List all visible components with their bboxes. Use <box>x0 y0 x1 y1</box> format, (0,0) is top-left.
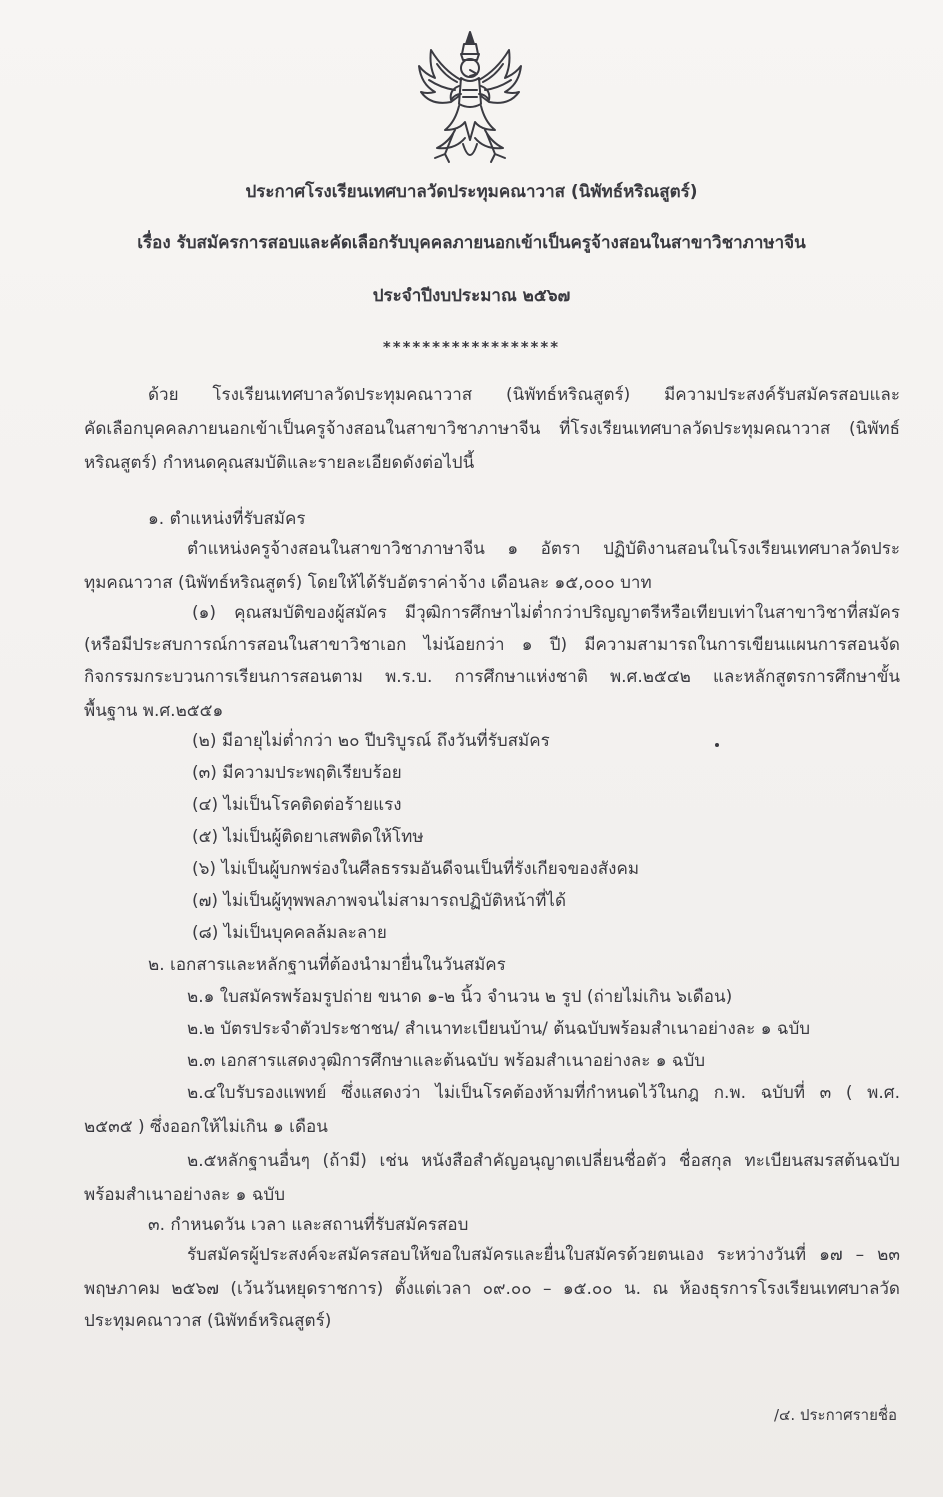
qualification-line: (๑) คุณสมบัติของผู้สมัคร มีวุฒิการศึกษาไม่ต่ำกว่าปริญญาตรีหรือเทียบเท่าในสาขาวิชาที่สมัคร <box>192 603 900 623</box>
continuation-note: /๔. ประกาศรายชื่อ <box>774 1406 898 1424</box>
document-item: ๒.๑ ใบสมัครพร้อมรูปถ่าย ขนาด ๑-๒ นิ้ว จำนวน ๒ รูป (ถ่ายไม่เกิน ๖เดือน) <box>187 987 733 1007</box>
section3-heading: ๓. กำหนดวัน เวลา และสถานที่รับสมัครสอบ <box>148 1215 469 1235</box>
qualification-line: (หรือมีประสบการณ์การสอนในสาขาวิชาเอก ไม่น้อยกว่า ๑ ปี) มีความสามารถในการเขียนแผนการสอนจัด <box>84 635 900 655</box>
position-line: ตำแหน่งครูจ้างสอนในสาขาวิชาภาษาจีน ๑ อัตรา ปฏิบัติงานสอนในโรงเรียนเทศบาลวัดประ <box>187 539 900 559</box>
separator-stars: ****************** <box>382 338 561 356</box>
qualification-item: (๘) ไม่เป็นบุคคลล้มละลาย <box>192 923 387 943</box>
document-item: พร้อมสำเนาอย่างละ ๑ ฉบับ <box>84 1185 285 1205</box>
qualification-item: (๔) ไม่เป็นโรคติดต่อร้ายแรง <box>192 795 402 815</box>
intro-line: คัดเลือกบุคคลภายนอกเข้าเป็นครูจ้างสอนในสาขาวิชาภาษาจีน ที่โรงเรียนเทศบาลวัดประทุมคณาวาส (นิพัทธ์ <box>84 419 900 439</box>
fiscal-year: ประจำปีงบประมาณ ๒๕๖๗ <box>372 286 571 306</box>
qualification-item: (๕) ไม่เป็นผู้ติดยาเสพติดให้โทษ <box>192 827 424 847</box>
document-item: ๒.๔ใบรับรองแพทย์ ซึ่งแสดงว่า ไม่เป็นโรคต้องห้ามที่กำหนดไว้ในกฎ ก.พ. ฉบับที่ ๓ ( พ.ศ. <box>187 1083 900 1103</box>
announcement-title: ประกาศโรงเรียนเทศบาลวัดประทุมคณาวาส (นิพัทธ์หริณสูตร์) <box>245 182 698 202</box>
qualification-line: พื้นฐาน พ.ศ.๒๕๕๑ <box>84 701 224 721</box>
stray-mark <box>715 743 719 747</box>
qualification-item: (๓) มีความประพฤติเรียบร้อย <box>192 763 402 783</box>
qualification-item: (๒) มีอายุไม่ต่ำกว่า ๒๐ ปีบริบูรณ์ ถึงวันที่รับสมัคร <box>192 731 550 751</box>
announcement-subject: เรื่อง รับสมัครการสอบและคัดเลือกรับบุคคลภายนอกเข้าเป็นครูจ้างสอนในสาขาวิชาภาษาจีน <box>137 233 806 253</box>
document-item: ๒๕๓๕ ) ซึ่งออกให้ไม่เกิน ๑ เดือน <box>84 1117 328 1137</box>
section2-heading: ๒. เอกสารและหลักฐานที่ต้องนำมายื่นในวันสมัคร <box>148 955 506 975</box>
document-item: ๒.๒ บัตรประจำตัวประชาชน/ สำเนาทะเบียนบ้าน/ ต้นฉบับพร้อมสำเนาอย่างละ ๑ ฉบับ <box>187 1019 811 1039</box>
document-item: ๒.๓ เอกสารแสดงวุฒิการศึกษาและต้นฉบับ พร้อมสำเนาอย่างละ ๑ ฉบับ <box>187 1051 706 1071</box>
document-item: ๒.๕หลักฐานอื่นๆ (ถ้ามี) เช่น หนังสือสำคัญอนุญาตเปลี่ยนชื่อตัว ชื่อสกุล ทะเบียนสมรสต้นฉบับ <box>187 1151 900 1171</box>
intro-line: ด้วย โรงเรียนเทศบาลวัดประทุมคณาวาส (นิพัทธ์หริณสูตร์) มีความประสงค์รับสมัครสอบและ <box>148 385 900 405</box>
schedule-line: ประทุมคณาวาส (นิพัทธ์หริณสูตร์) <box>84 1311 332 1331</box>
section1-heading: ๑. ตำแหน่งที่รับสมัคร <box>148 509 306 529</box>
schedule-line: รับสมัครผู้ประสงค์จะสมัครสอบให้ขอใบสมัครและยื่นใบสมัครด้วยตนเอง ระหว่างวันที่ ๑๗ – ๒๓ <box>187 1245 900 1265</box>
qualification-item: (๗) ไม่เป็นผู้ทุพพลภาพจนไม่สามารถปฏิบัติหน้าที่ได้ <box>192 891 567 911</box>
position-line: ทุมคณาวาส (นิพัทธ์หริณสูตร์) โดยให้ได้รับอัตราค่าจ้าง เดือนละ ๑๕,๐๐๐ บาท <box>84 573 652 593</box>
schedule-line: พฤษภาคม ๒๕๖๗ (เว้นวันหยุดราชการ) ตั้งแต่เวลา ๐๙.๐๐ – ๑๕.๐๐ น. ณ ห้องธุรการโรงเรียนเทศบาลวัด <box>84 1279 900 1299</box>
qualification-item: (๖) ไม่เป็นผู้บกพร่องในศีลธรรมอันดีจนเป็นที่รังเกียจของสังคม <box>192 859 640 879</box>
intro-line: หริณสูตร์) กำหนดคุณสมบัติและรายละเอียดดังต่อไปนี้ <box>84 453 475 473</box>
qualification-line: กิจกรรมกระบวนการเรียนการสอนตาม พ.ร.บ. การศึกษาแห่งชาติ พ.ศ.๒๕๔๒ และหลักสูตรการศึกษาขั้น <box>84 667 900 687</box>
garuda-emblem <box>415 30 525 170</box>
